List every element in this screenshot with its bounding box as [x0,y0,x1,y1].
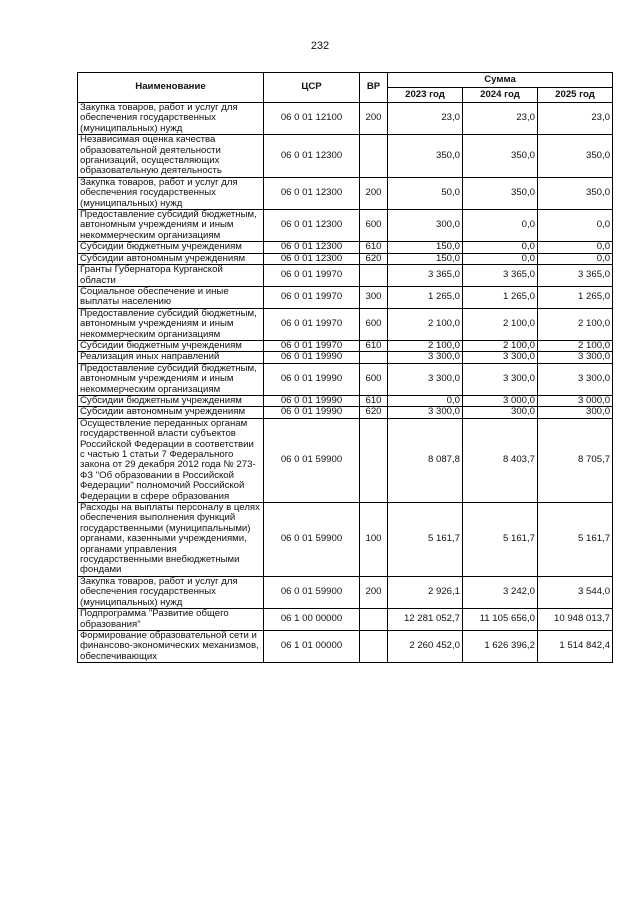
cell-2025: 1 514 842,4 [538,630,613,662]
cell-2025: 3 544,0 [538,576,613,608]
cell-csr: 06 0 01 19970 [264,286,360,308]
table-row [78,103,613,135]
cell-2024: 8 403,7 [463,418,538,502]
cell-2023: 23,0 [388,103,463,135]
cell-name: Предоставление субсидий бюджетным, автономным учреждениям и иным некоммерческим организациям [78,210,264,242]
cell-vr: 610 [360,242,388,253]
cell-csr: 06 0 01 12100 [264,103,360,135]
cell-2024: 2 100,0 [463,340,538,351]
cell-csr: 06 0 01 19970 [264,340,360,351]
cell-vr: 200 [360,103,388,135]
cell-vr: 620 [360,253,388,264]
table-row [78,308,613,340]
cell-vr: 600 [360,308,388,340]
cell-2024: 3 365,0 [463,265,538,287]
cell-2024: 0,0 [463,253,538,264]
cell-name: Закупка товаров, работ и услуг для обеспечения государственных (муниципальных) нужд [78,576,264,608]
cell-csr: 06 0 01 12300 [264,210,360,242]
table-row [78,395,613,406]
cell-2023: 3 300,0 [388,363,463,395]
cell-name: Закупка товаров, работ и услуг для обеспечения государственных (муниципальных) нужд [78,103,264,135]
page-number: 232 [310,40,330,52]
cell-2025: 3 300,0 [538,352,613,363]
cell-2024: 1 626 396,2 [463,630,538,662]
cell-2023: 0,0 [388,395,463,406]
cell-vr: 610 [360,395,388,406]
cell-vr [360,630,388,662]
cell-2024: 23,0 [463,103,538,135]
cell-name: Субсидии бюджетным учреждениям [78,340,264,351]
cell-name: Независимая оценка качества образовательной деятельности организаций, осуществляющих образовательную деятельность [78,135,264,178]
cell-vr: 200 [360,576,388,608]
cell-csr: 06 1 01 00000 [264,630,360,662]
cell-vr: 200 [360,177,388,209]
cell-2024: 1 265,0 [463,286,538,308]
cell-name: Субсидии бюджетным учреждениям [78,395,264,406]
cell-2025: 300,0 [538,407,613,418]
cell-vr: 610 [360,340,388,351]
column-header-2023: 2023 год [388,88,463,103]
cell-vr: 600 [360,363,388,395]
cell-csr: 06 0 01 19990 [264,363,360,395]
cell-vr [360,609,388,631]
cell-vr [360,418,388,502]
cell-name: Формирование образовательной сети и финансово-экономических механизмов, обеспечивающих [78,630,264,662]
cell-2025: 2 100,0 [538,308,613,340]
cell-2025: 3 300,0 [538,363,613,395]
cell-2024: 2 100,0 [463,308,538,340]
cell-name: Расходы на выплаты персоналу в целях обеспечения выполнения функций государственными (муниципальными) органами, казенными учреждениями, органами управления государственными внебюджетными фондами [78,503,264,577]
cell-2023: 2 260 452,0 [388,630,463,662]
cell-csr: 06 0 01 19990 [264,407,360,418]
cell-2025: 3 365,0 [538,265,613,287]
cell-name: Предоставление субсидий бюджетным, автономным учреждениям и иным некоммерческим организациям [78,308,264,340]
cell-2024: 3 300,0 [463,363,538,395]
cell-2024: 350,0 [463,135,538,178]
cell-2024: 3 242,0 [463,576,538,608]
cell-vr: 620 [360,407,388,418]
cell-csr: 06 0 01 59900 [264,503,360,577]
table-header-row [78,73,613,88]
table-row [78,407,613,418]
cell-2023: 150,0 [388,253,463,264]
table-row [78,265,613,287]
cell-2025: 8 705,7 [538,418,613,502]
column-header-name: Наименование [78,73,264,103]
table-row [78,286,613,308]
table-row [78,210,613,242]
cell-2023: 2 100,0 [388,308,463,340]
table-row [78,177,613,209]
table-row [78,340,613,351]
cell-vr: 600 [360,210,388,242]
table-row [78,576,613,608]
cell-2025: 23,0 [538,103,613,135]
cell-2025: 10 948 013,7 [538,609,613,631]
cell-2024: 300,0 [463,407,538,418]
cell-csr: 06 0 01 12300 [264,177,360,209]
cell-2025: 350,0 [538,177,613,209]
table-row [78,253,613,264]
cell-name: Субсидии бюджетным учреждениям [78,242,264,253]
table-row [78,609,613,631]
table-row [78,503,613,577]
cell-name: Субсидии автономным учреждениям [78,407,264,418]
table-body [78,103,613,663]
cell-2023: 3 365,0 [388,265,463,287]
cell-csr: 06 0 01 19970 [264,308,360,340]
cell-2024: 3 000,0 [463,395,538,406]
cell-2025: 0,0 [538,253,613,264]
cell-csr: 06 0 01 19970 [264,265,360,287]
cell-vr [360,135,388,178]
cell-csr: 06 0 01 19990 [264,395,360,406]
cell-csr: 06 0 01 12300 [264,253,360,264]
column-header-csr: ЦСР [264,73,360,103]
cell-2023: 3 300,0 [388,352,463,363]
cell-2023: 300,0 [388,210,463,242]
budget-table [77,72,613,663]
cell-csr: 06 0 01 12300 [264,135,360,178]
cell-name: Закупка товаров, работ и услуг для обеспечения государственных (муниципальных) нужд [78,177,264,209]
cell-2025: 3 000,0 [538,395,613,406]
cell-2025: 0,0 [538,210,613,242]
column-header-2024: 2024 год [463,88,538,103]
cell-2023: 350,0 [388,135,463,178]
cell-2023: 8 087,8 [388,418,463,502]
cell-2025: 350,0 [538,135,613,178]
cell-vr [360,352,388,363]
cell-2024: 0,0 [463,242,538,253]
cell-2024: 350,0 [463,177,538,209]
table-row [78,242,613,253]
cell-2025: 5 161,7 [538,503,613,577]
cell-csr: 06 0 01 59900 [264,418,360,502]
cell-csr: 06 1 00 00000 [264,609,360,631]
cell-vr: 100 [360,503,388,577]
cell-csr: 06 0 01 19990 [264,352,360,363]
cell-2025: 1 265,0 [538,286,613,308]
cell-name: Гранты Губернатора Курганской области [78,265,264,287]
cell-2023: 150,0 [388,242,463,253]
cell-name: Предоставление субсидий бюджетным, автономным учреждениям и иным некоммерческим организациям [78,363,264,395]
table-row [78,363,613,395]
cell-vr [360,265,388,287]
cell-vr: 300 [360,286,388,308]
cell-name: Субсидии автономным учреждениям [78,253,264,264]
cell-csr: 06 0 01 12300 [264,242,360,253]
cell-name: Осуществление переданных органам государственной власти субъектов Российской Федерации в соответствии с частью 1 статьи 7 Федерального закона от 29 декабря 2012 года № 273-ФЗ "Об образовании в Российской Федерации" полномочий Российской Федерации в сфере образования [78,418,264,502]
table-row [78,135,613,178]
cell-name: Реализация иных направлений [78,352,264,363]
table-row [78,418,613,502]
cell-name: Социальное обеспечение и иные выплаты населению [78,286,264,308]
cell-2023: 2 100,0 [388,340,463,351]
cell-2023: 1 265,0 [388,286,463,308]
cell-2024: 11 105 656,0 [463,609,538,631]
cell-2024: 3 300,0 [463,352,538,363]
cell-2025: 0,0 [538,242,613,253]
cell-2023: 5 161,7 [388,503,463,577]
cell-2024: 0,0 [463,210,538,242]
cell-csr: 06 0 01 59900 [264,576,360,608]
cell-2025: 2 100,0 [538,340,613,351]
cell-2024: 5 161,7 [463,503,538,577]
table-row [78,630,613,662]
cell-2023: 3 300,0 [388,407,463,418]
cell-2023: 12 281 052,7 [388,609,463,631]
column-header-vr: ВР [360,73,388,103]
cell-name: Подпрограмма "Развитие общего образования" [78,609,264,631]
column-header-2025: 2025 год [538,88,613,103]
table-row [78,352,613,363]
cell-2023: 2 926,1 [388,576,463,608]
column-header-sum: Сумма [388,73,613,88]
cell-2023: 50,0 [388,177,463,209]
